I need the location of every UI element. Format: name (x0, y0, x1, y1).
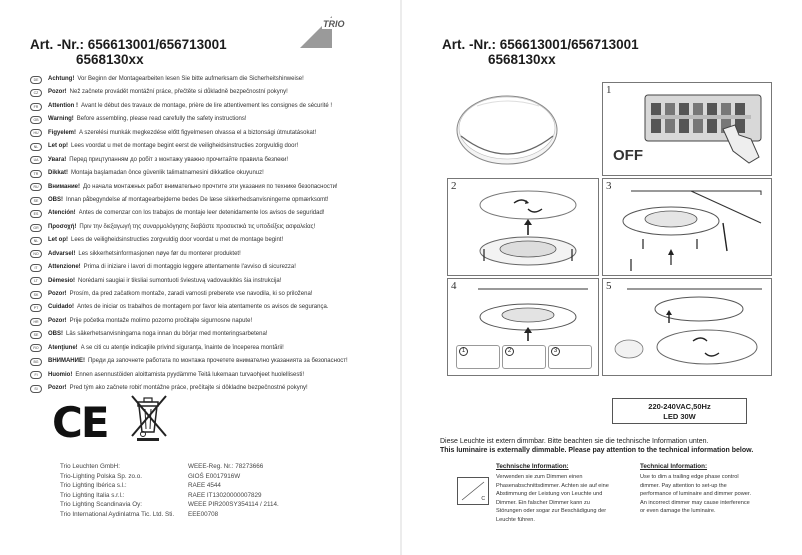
warning-label: Warning! (48, 116, 74, 123)
company-list (60, 462, 174, 520)
safety-warning-item (30, 328, 390, 341)
safety-warnings-list (30, 73, 390, 396)
warning-text: Преди да започнете работата по монтажа прочетете внимателно указанията за безопасност! (87, 358, 348, 365)
tech-info-line-de: Phasenabschnittsdimmer. Achten sie auf eine (496, 482, 609, 489)
warning-text: Πριν την διεξαγωγή της συναρμολόγησης διαβάστε προσεκτικά τις υποδείξεις ασφαλείας! (79, 223, 316, 230)
language-code-badge: PT (30, 304, 42, 312)
dimmer-symbol-label: C (481, 496, 485, 502)
warning-label: Attenzione! (48, 264, 81, 271)
language-code-badge: UA (30, 156, 42, 164)
tech-info-text-de (496, 473, 609, 524)
company-name: Trio-Lighting Polska Sp. zo.o. (60, 472, 143, 480)
language-code-badge: NL (30, 237, 42, 245)
step-panel-2 (447, 178, 599, 276)
warning-label: Let op! (48, 143, 68, 150)
article-number-line1: Art. -Nr.: 656613001/656713001 (442, 37, 639, 52)
article-number-line2: 6568130xx (488, 52, 556, 67)
article-number-title-right (442, 37, 639, 67)
voltage-spec: 220-240VAC,50Hz (648, 402, 711, 411)
weee-registration: GIOŚ E0017916W (188, 472, 241, 480)
weee-registration: RAEE IT13020000007829 (188, 491, 262, 499)
language-code-badge: LT (30, 277, 42, 285)
warning-text: Vor Beginn der Montagearbeiten lesen Sie bitte aufmerksam die Sicherheitshinweise! (77, 76, 304, 82)
language-code-badge: SK (30, 291, 42, 299)
language-code-badge: IT (30, 264, 42, 272)
weee-crossed-bin-icon (128, 392, 170, 442)
warning-text: Läs säkerhetsanvisningarna noga innan du börjar med monteringsarbetena! (66, 331, 268, 338)
attach-driver-illustration (458, 283, 593, 343)
ce-mark: CE (52, 398, 108, 447)
safety-warning-item (30, 301, 390, 314)
warning-label: Pozor! (48, 89, 67, 96)
warning-text: Перед прицтупанням до робіт з монтажу уважно прочитайте правила безпеки! (69, 156, 289, 163)
tech-info-line-de: Dimmer. Ein falscher Dimmer kann zu (496, 499, 590, 506)
connection-step-3 (548, 345, 592, 369)
language-code-badge: FR (30, 103, 42, 111)
warning-label: Внимание! (48, 183, 80, 190)
connection-step-2 (502, 345, 546, 369)
weee-registration: EEE00708 (188, 510, 219, 518)
warning-label: Dikkat! (48, 170, 69, 177)
power-spec: LED 30W (663, 412, 696, 421)
warning-label: Pozor! (48, 385, 67, 392)
warning-text: Innan påbegyndelse af montagearbejderne bedes De læse sikkerhedsanvisningerne opmærksomt! (66, 196, 329, 203)
language-code-badge: HR (30, 318, 42, 326)
language-code-badge: BG (30, 358, 42, 366)
warning-text: Before assembling, please read carefully the safety instructions! (76, 116, 247, 123)
step-circle: 1 (459, 347, 468, 356)
warning-text: Montaja başlamadan önce güvenlik talimatnamesini dikkatlice okuyunuz! (71, 170, 264, 177)
safety-warning-item (30, 248, 390, 261)
warning-text: Antes de comenzar con los trabajos de montaje leer detenidamente los avisos de seguridad! (78, 210, 325, 217)
step-panel-4 (447, 278, 599, 376)
language-code-badge: SE (30, 197, 42, 205)
safety-warning-item (30, 100, 390, 113)
article-number-line2: 6568130xx (76, 52, 144, 67)
language-code-badge: DE (30, 76, 42, 84)
registration-list (188, 462, 279, 520)
safety-warning-item (30, 181, 390, 194)
tech-info-text-en (640, 473, 751, 516)
safety-warning-item (30, 127, 390, 140)
warning-label: ВНИМАНИЕ! (48, 358, 85, 365)
warning-label: Увага! (48, 156, 67, 163)
company-name: Trio Lighting Scandinavia Oy: (60, 501, 143, 509)
step-panel-5 (602, 278, 772, 376)
warning-text: Lees voordat u met de montage begint eerst de veiligheidsinstructies zorgvuldig door! (71, 143, 299, 150)
step-panel-1 (602, 82, 772, 176)
company-name: Trio Lighting Italia s.r.l.: (60, 491, 125, 499)
tech-info-line-de: Leuchte führen. (496, 516, 535, 523)
company-name: Trio International Aydinlatma Tic. Ltd. Sti. (60, 510, 175, 518)
step-number: 1 (606, 84, 612, 96)
warning-label: Huomio! (48, 371, 73, 378)
warning-label: Atención! (48, 210, 76, 217)
safety-warning-item (30, 382, 390, 395)
warning-label: Pozor! (48, 317, 67, 324)
step-number: 3 (606, 180, 612, 192)
safety-warning-item (30, 315, 390, 328)
article-number-line1: Art. -Nr.: 656613001/656713001 (30, 37, 227, 52)
tech-info-line-de: Störungen oder sogar zur Beschädigung der (496, 508, 607, 514)
safety-warning-item (30, 154, 390, 167)
safety-warning-item (30, 288, 390, 301)
safety-warning-item (30, 369, 390, 382)
mount-base-illustration (611, 183, 766, 273)
warning-text: Ennen asennustöiden aloittamista pyydämme Teitä lukemaan turvaohjeet huolellisesti! (75, 371, 305, 378)
tech-info-line-en: performance of luminaire and dimmer power. (640, 491, 751, 497)
warning-text: Než začnete provádět montážní práce, přečtěte si důkladně bezpečnostní pokyny! (69, 89, 288, 96)
safety-warning-item (30, 140, 390, 153)
warning-label: Attention ! (48, 102, 78, 109)
language-code-badge: SI (30, 385, 42, 393)
company-name: Trio Leuchten GmbH: (60, 463, 120, 470)
tech-info-line-de: Verwenden sie zum Dimmen einen (496, 474, 583, 480)
language-code-badge: NO (30, 250, 42, 258)
tech-info-line-en: or even damage the luminaire. (640, 508, 716, 514)
safety-warning-item (30, 261, 390, 274)
remove-cover-illustration (458, 183, 593, 273)
safety-warning-item (30, 167, 390, 180)
safety-warning-item (30, 73, 390, 86)
trio-logo (298, 14, 346, 50)
warning-label: Προσοχή! (48, 223, 77, 230)
warning-label: Figyelem! (48, 129, 77, 136)
warning-text: A se citi cu atenţie indicaţiile privind siguranţa, înainte de începerea montării! (80, 344, 284, 351)
connection-steps (456, 341, 596, 371)
safety-warning-item (30, 342, 390, 355)
weee-registration: WEEE-Reg. Nr.: 78273666 (188, 463, 264, 470)
step-number: 4 (451, 280, 457, 292)
warning-text: Prije početka montaže molimo pozorno pročitajte sigurnosne napute! (69, 317, 253, 324)
weee-registration: WEEE PIR200SY354114 / 2114. (188, 501, 279, 509)
tech-info-line-en: dimmer. Pay attention to set-up the (640, 482, 727, 489)
warning-text: Les sikkerhetsinformasjonen nøye før du monterer produktet! (78, 250, 241, 257)
step-circle: 3 (551, 347, 560, 356)
language-code-badge: RU (30, 183, 42, 191)
dimming-note-en: This luminaire is externally dimmable. Please pay attention to the technical information below. (440, 447, 754, 454)
language-code-badge: FI (30, 371, 42, 379)
article-number-title (30, 37, 227, 67)
step-number: 5 (606, 280, 612, 292)
safety-warning-item (30, 207, 390, 220)
step-circle: 2 (505, 347, 514, 356)
warning-text: До начала монтажных работ внимательно прочтите эти указания по технике безопасности! (83, 183, 338, 190)
warning-label: Achtung! (48, 76, 75, 82)
warning-text: Antes de iniciar os trabalhos de montagem por favor leia atentamente os avisos de segurança. (77, 304, 329, 311)
right-page (402, 0, 802, 555)
safety-warning-item (30, 275, 390, 288)
language-code-badge: RO (30, 344, 42, 352)
step-number: 2 (451, 180, 457, 192)
tech-info-heading-de: Technische Information: (496, 463, 569, 470)
fuse-box-switch-off-illustration (643, 89, 763, 169)
tech-info-heading-en: Technical Information: (640, 463, 708, 470)
language-code-badge: NL (30, 143, 42, 151)
off-label: OFF (613, 147, 643, 164)
language-code-badge: GR (30, 224, 42, 232)
dimming-note-de: Diese Leuchte ist extern dimmbar. Bitte beachten sie die technische Information unten. (440, 438, 709, 445)
safety-warning-item (30, 113, 390, 126)
safety-warning-item (30, 221, 390, 234)
language-code-badge: GB (30, 116, 42, 124)
language-code-badge: CZ (30, 89, 42, 97)
language-code-badge: TR (30, 170, 42, 178)
svg-text:TRIO: TRIO (323, 19, 345, 29)
warning-label: Pozor! (48, 291, 67, 297)
safety-warning-item (30, 355, 390, 368)
safety-warning-item (30, 194, 390, 207)
language-code-badge: SE (30, 331, 42, 339)
warning-text: Pred tým ako začnete robiť montážne práce, prečítajte si dôkladne bezpečnostné pokyny! (69, 385, 308, 392)
connection-step-1 (456, 345, 500, 369)
warning-label: OBS! (48, 331, 63, 338)
electrical-spec-box (612, 398, 747, 424)
tech-info-line-en: An incorrect dimmer may cause interference (640, 499, 750, 506)
safety-warning-item (30, 234, 390, 247)
tech-info-line-en: Use to dim a trailing edge phase control (640, 474, 739, 480)
warning-label: Cuidado! (48, 304, 74, 311)
left-page (0, 0, 400, 555)
warning-label: OBS! (48, 196, 63, 203)
dimmer-symbol-icon (457, 477, 489, 505)
tech-info-line-de: Abstimmung der Leistung von Leuchte und (496, 491, 603, 497)
warning-label: Let op! (48, 237, 68, 244)
language-code-badge: HU (30, 129, 42, 137)
ceiling-light-product-illustration (447, 84, 567, 174)
warning-text: Norėdami saugiai ir tiksliai sumontuoti šviestuvą vadovaukitės šia instrukcija! (78, 277, 282, 284)
attach-cover-illustration (607, 283, 767, 373)
weee-registration: RAEE 4544 (188, 482, 221, 490)
warning-text: A szerelési munkák megkezdése előtt figyelmesen olvassa el a biztonsági útmutatásokat! (79, 129, 317, 136)
warning-label: Atenţiune! (48, 344, 78, 351)
warning-text: Prima di iniziare i lavori di montaggio leggere attentamente l'avviso di sicurezza! (83, 264, 296, 271)
step-panel-3 (602, 178, 772, 276)
language-code-badge: ES (30, 210, 42, 218)
dimming-note (440, 437, 753, 455)
warning-text: Lees de veiligheidsinstructies zorgvuldig door voordat u met de montage begint! (71, 237, 284, 244)
warning-label: Advarsel! (48, 250, 76, 257)
warning-label: Dėmesio! (48, 277, 76, 284)
warning-text: Avant le début des travaux de montage, prière de lire attentivement les consignes de sécurité ! (81, 102, 333, 109)
warning-text: Prosím, da pred začatkom montaže, zaradi varnosti preberete vse navodila, ki so priložena! (69, 291, 313, 297)
safety-warning-item (30, 86, 390, 99)
company-name: Trio Lighting Ibérica s.l.: (60, 482, 127, 490)
